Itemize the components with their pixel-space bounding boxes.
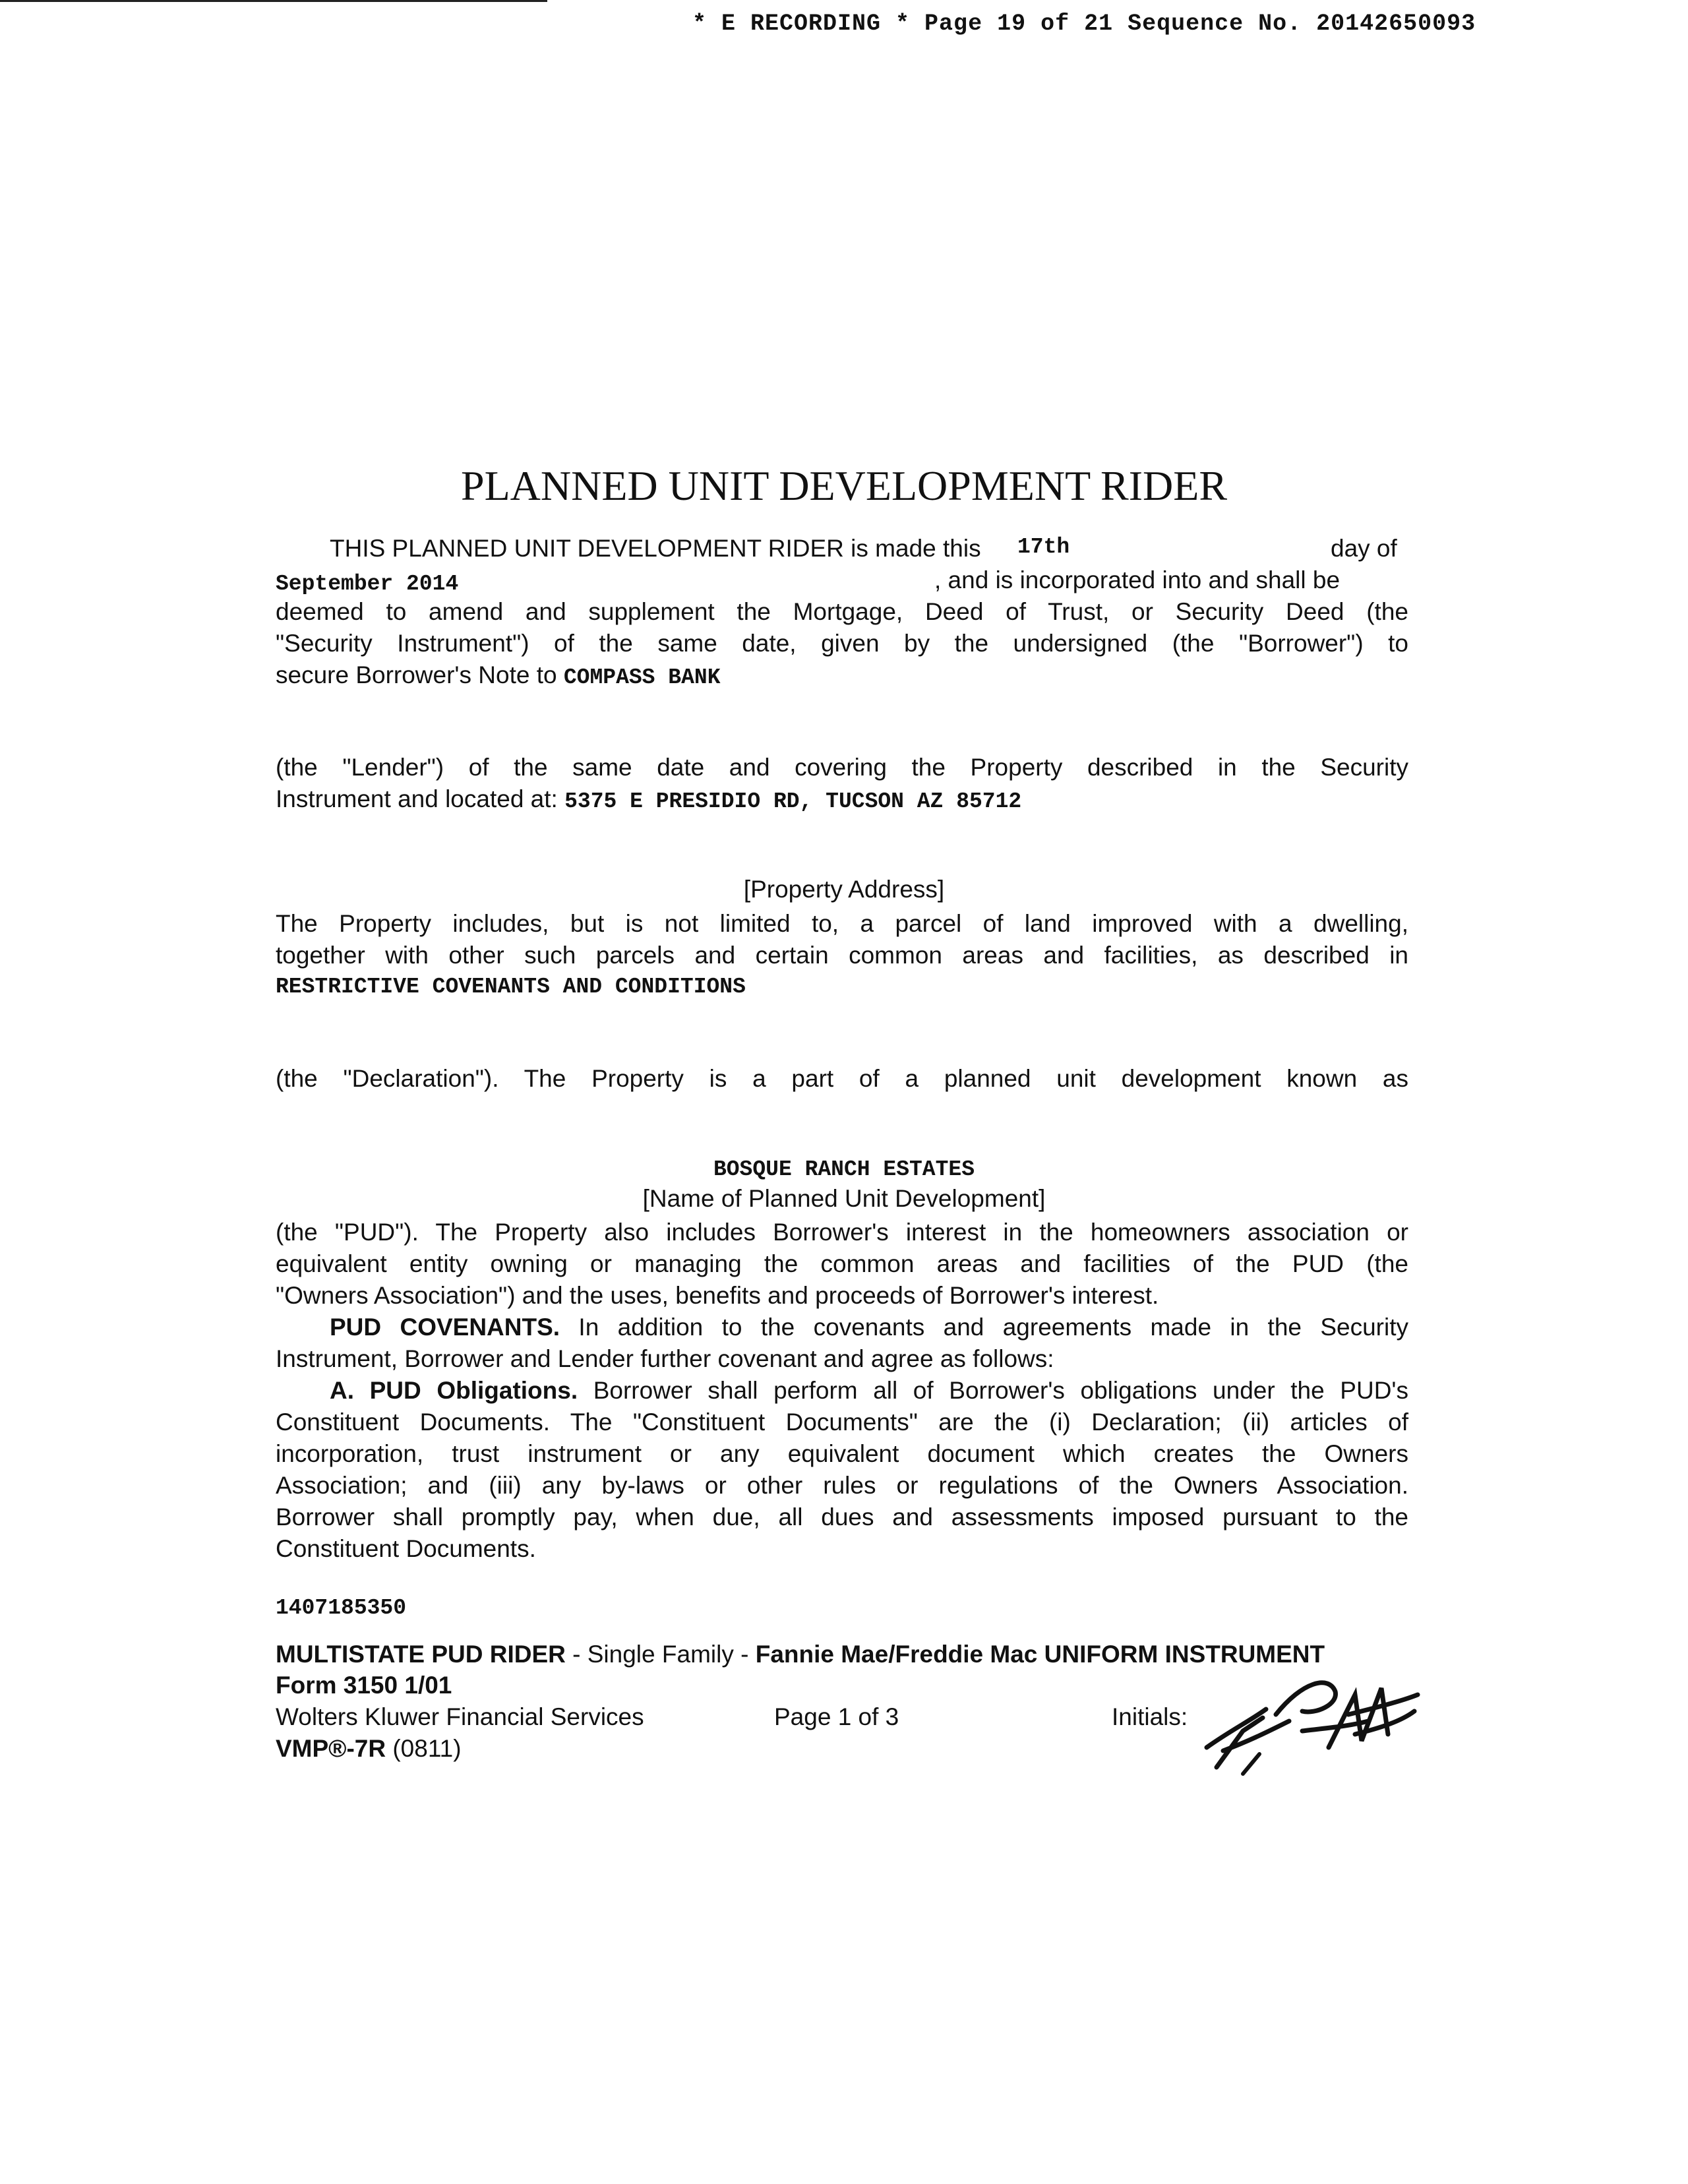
pud-name-caption: [Name of Planned Unit Development]	[642, 1185, 1046, 1212]
obligations-line-6: Constituent Documents.	[276, 1535, 536, 1562]
page-number: Page 1 of 3	[774, 1703, 899, 1730]
obligations-line-5: Borrower shall promptly pay, when due, all dues and assessments imposed pursuant to the	[276, 1503, 1408, 1531]
obligations-line-1-rest: Borrower shall perform all of Borrower's obligations under the PUD's	[593, 1377, 1408, 1404]
intro-line-5	[276, 659, 721, 694]
intro-line-4: "Security Instrument") of the same date, given by the undersigned (the "Borrower") to	[276, 630, 1408, 657]
recording-header: * E RECORDING * Page 19 of 21 Sequence No. 20142650093	[692, 11, 1476, 37]
form-title-end: Fannie Mae/Freddie Mac UNIFORM INSTRUMENT	[755, 1641, 1325, 1668]
lender-line-2-lead: Instrument and located at:	[276, 785, 558, 812]
vmp-code-bold: VMP®-7R	[276, 1735, 386, 1762]
initials-signature	[1203, 1668, 1421, 1780]
intro-line-3: deemed to amend and supplement the Mortgage, Deed of Trust, or Security Deed (the	[276, 598, 1408, 625]
property-address: 5375 E PRESIDIO RD, TUCSON AZ 85712	[564, 789, 1022, 814]
publisher: Wolters Kluwer Financial Services	[276, 1703, 644, 1730]
form-number: Form 3150 1/01	[276, 1672, 452, 1699]
pud-line-3: "Owners Association") and the uses, benefits and proceeds of Borrower's interest.	[276, 1282, 1159, 1309]
obligations-line-2: Constituent Documents. The "Constituent Documents" are the (i) Declaration; (ii) articles of	[276, 1409, 1408, 1436]
document-title: PLANNED UNIT DEVELOPMENT RIDER	[460, 462, 1228, 509]
pud-line-1: (the "PUD"). The Property also includes Borrower's interest in the homeowners association or	[276, 1219, 1408, 1246]
obligations-line-1	[330, 1375, 1408, 1407]
pud-name: BOSQUE RANCH ESTATES	[713, 1157, 975, 1182]
intro-incorporated: , and is incorporated into and shall be	[934, 566, 1341, 593]
form-title	[276, 1639, 1325, 1670]
obligations-heading: A. PUD Obligations.	[330, 1377, 578, 1404]
intro-line-5-lead: secure Borrower's Note to	[276, 661, 557, 688]
property-line-4: (the "Declaration"). The Property is a part of a planned unit development known as	[276, 1065, 1408, 1092]
initials-label: Initials:	[1112, 1703, 1188, 1730]
covenants-heading: PUD COVENANTS.	[330, 1314, 560, 1341]
intro-month-year: September 2014	[276, 572, 459, 596]
declaration-document: RESTRICTIVE COVENANTS AND CONDITIONS	[276, 975, 746, 999]
vmp-code-rest: (0811)	[386, 1735, 462, 1762]
property-address-caption: [Property Address]	[743, 876, 945, 903]
property-line-1: The Property includes, but is not limited to, a parcel of land improved with a dwelling,	[276, 910, 1408, 937]
intro-lead: THIS PLANNED UNIT DEVELOPMENT RIDER is made this	[330, 535, 981, 562]
intro-day-of: day of	[1331, 535, 1397, 562]
lender-name: COMPASS BANK	[563, 665, 721, 690]
obligations-line-3: incorporation, trust instrument or any equivalent document which creates the Owners	[276, 1440, 1408, 1467]
vmp-code	[276, 1733, 462, 1765]
obligations-line-4: Association; and (iii) any by-laws or other rules or regulations of the Owners Association.	[276, 1472, 1408, 1499]
covenants-line-1	[330, 1312, 1408, 1343]
covenants-line-2: Instrument, Borrower and Lender further covenant and agree as follows:	[276, 1345, 1054, 1372]
pud-line-2: equivalent entity owning or managing the common areas and facilities of the PUD (the	[276, 1250, 1408, 1277]
lender-line-1: (the "Lender") of the same date and covering the Property described in the Security	[276, 754, 1408, 781]
intro-day: 17th	[1017, 535, 1070, 559]
form-title-bold: MULTISTATE PUD RIDER	[276, 1641, 566, 1668]
lender-line-2	[276, 783, 1021, 818]
property-line-2: together with other such parcels and certain common areas and facilities, as described in	[276, 942, 1408, 969]
form-title-mid: - Single Family -	[565, 1641, 756, 1668]
loan-number: 1407185350	[276, 1596, 407, 1620]
covenants-line-1-rest: In addition to the covenants and agreements made in the Security	[578, 1314, 1408, 1341]
top-edge-rule	[0, 0, 547, 2]
